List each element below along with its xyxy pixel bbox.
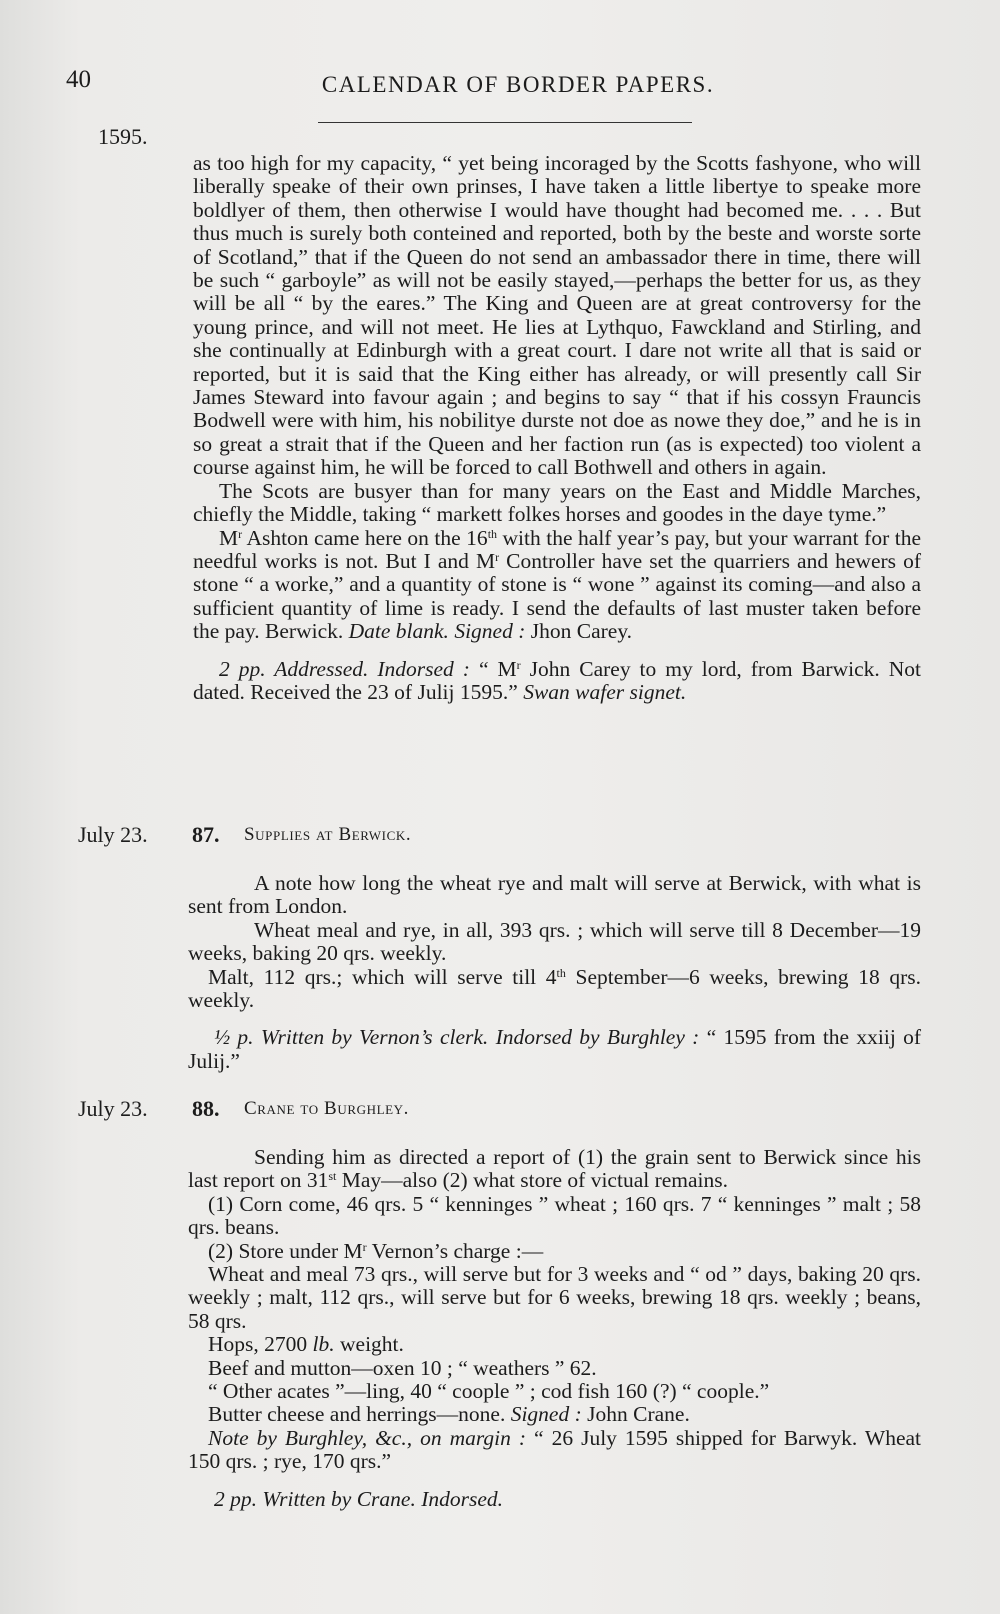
letter-endorsement-note: 2 pp. Addressed. Indorsed : “ $M^r$ John Carey to my lord, from Barwick. Not dated. Received the 23 of Julij 1595.” Swan wafer signet. (193, 656, 921, 704)
entry-line: Beef and mutton—oxen 10 ; “ weathers ” 62. (208, 1355, 597, 1380)
entry-line: (2) Store under $M^r$ Vernon’s charge :— (208, 1238, 544, 1263)
entry-note: 2 pp. Written by Crane. Indorsed. (214, 1486, 504, 1511)
margin-year: 1595. (98, 124, 148, 149)
entry-88-body (188, 1146, 921, 1511)
letter-continuation (193, 152, 921, 704)
entry-number: 88. (192, 1096, 220, 1121)
entry-abstract: A note how long the wheat rye and malt will serve at Berwick, with what is sent from London. (188, 871, 921, 919)
entry-note: ½ p. Written by Vernon’s clerk. Indorsed by Burghley : “ 1595 from the xxiij of Julij.” (188, 1025, 921, 1073)
letter-paragraph-3: $M^r$ Ashton came here on the 16th with the half year’s pay, but your warrant for the needful works is not. But I and $M^r$ Controller have set the quarriers and hewers of stone “ a worke,” and a quantity of stone is “ wone ” against its coming—and also a sufficient quantity of lime is ready. I send the defaults of last muster taken before the pay. Berwick. Date blank. Signed : Jhon Carey. (193, 525, 922, 644)
entry-date: July 23. (78, 822, 148, 847)
signed-label: Signed : (454, 619, 526, 644)
entry-title: Supplies at Berwick. (244, 824, 412, 845)
entry-line: (1) Corn come, 46 qrs. 5 “ kenninges ” wheat ; 160 qrs. 7 “ kenninges ” malt ; 58 qrs. beans. (188, 1191, 921, 1240)
entry-line: Hops, 2700 lb. weight. (208, 1332, 404, 1357)
signed-name: Jhon Carey. (525, 619, 633, 644)
entry-line: Note by Burghley, &c., on margin : “ 26 July 1595 shipped for Barwyk. Wheat 150 qrs. ; rye, 170 qrs.” (188, 1425, 922, 1474)
entry-87-body (188, 872, 921, 1073)
entry-line: Wheat meal and rye, in all, 393 qrs. ; which will serve till 8 December—19 weeks, baking 20 qrs. weekly. (188, 917, 921, 966)
header-rule (318, 122, 692, 123)
letter-paragraph-1: as too high for my capacity, “ yet being incoraged by the Scotts fashyone, who will liberally speake of their own prinses, I have taken a little libertye to speake more boldlyer of them, then otherwise I would have thought had becomed me. . . . But thus much is surely both conteined and reported, both by the beste and worste sorte of Scotland,” that if the Queen do not send an ambassador there in time, there will be such “ garboyle” as will not be easily stayed,—perhaps the better for us, as they will be all “ by the eares.” The King and Queen are at great controversy for the young prince, and will not meet. He lies at Lythquo, Fawckland and Stirling, and she continually at Edinburgh with a great court. I dare not write all that is said or reported, but it is said that the King either has already, or will presently call Sir James Steward into favour again ; and begins to say “ that if his cossyn Frauncis Bodwell were with him, his nobilitye durste not doe as nowe they doe,” and he is in so great a strait that if the Queen and her faction run (as is expected) too violent a course against him, he will be forced to call Bothwell and others in again. (193, 151, 921, 480)
entry-number: 87. (192, 822, 220, 847)
entry-line: “ Other acates ”—ling, 40 “ coople ” ; cod fish 160 (?) “ coople.” (208, 1379, 770, 1404)
entry-line: Butter cheese and herrings—none. Signed : John Crane. (208, 1402, 690, 1427)
entry-date: July 23. (78, 1096, 148, 1121)
running-title: CALENDAR OF BORDER PAPERS. (321, 72, 715, 97)
page-number: 40 (66, 66, 91, 93)
page-header (66, 66, 910, 106)
letter-paragraph-2: The Scots are busyer than for many years on the East and Middle Marches, chiefly the Middle, taking “ markett folkes horses and goodes in the daye tyme.” (193, 478, 921, 527)
entry-line: Wheat and meal 73 qrs., will serve but for 3 weeks and “ od ” days, baking 20 qrs. weekly ; malt, 112 qrs., will serve but for 6 weeks, brewing 18 qrs. weekly ; beans, 58 qrs. (188, 1262, 921, 1333)
date-blank: Date blank. (348, 619, 449, 644)
entry-line: Malt, 112 qrs.; which will serve till 4th September—6 weeks, brewing 18 qrs. weekly. (188, 964, 921, 1013)
entry-title: Crane to Burghley. (244, 1098, 409, 1119)
entry-abstract: Sending him as directed a report of (1) the grain sent to Berwick since his last report on 31st May—also (2) what store of victual remains. (188, 1145, 921, 1193)
